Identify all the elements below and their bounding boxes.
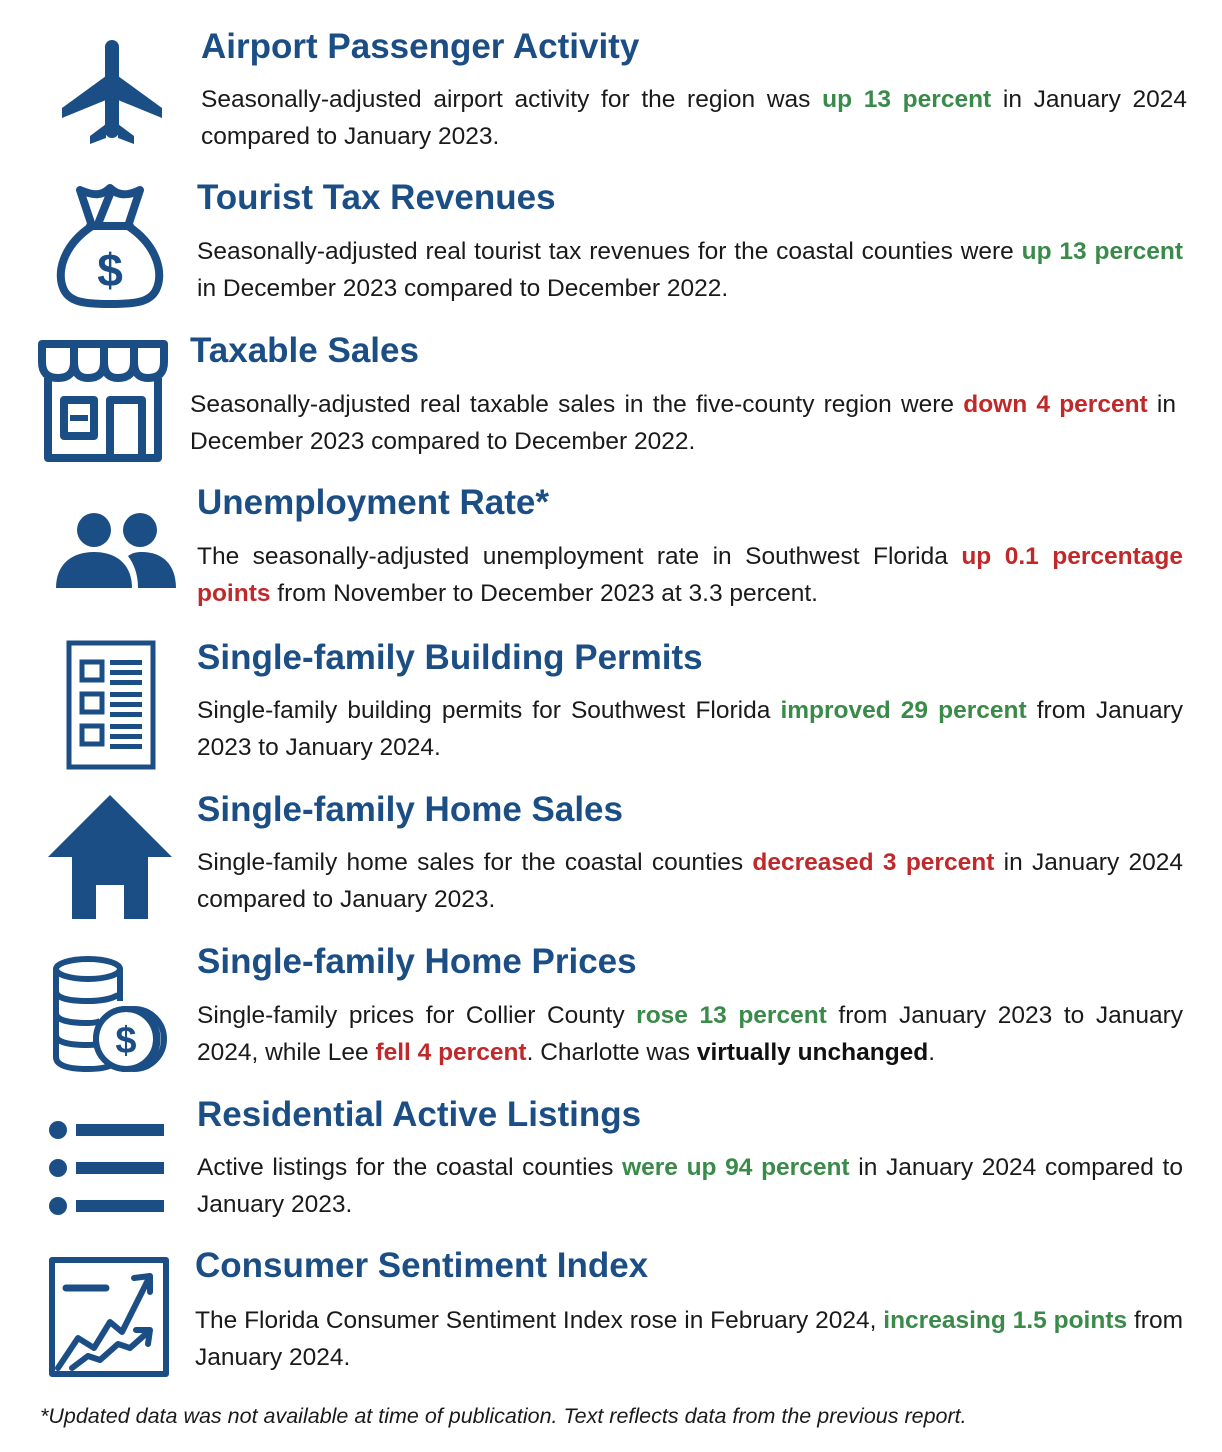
section-title: Taxable Sales <box>190 331 419 370</box>
highlight-increase: up 13 percent <box>1021 238 1183 265</box>
text-run: Single-family prices for Collier County <box>197 1002 637 1029</box>
section-title: Single-family Home Sales <box>197 790 623 829</box>
section-text <box>197 538 1183 612</box>
coin-stack-icon <box>52 955 170 1075</box>
text-run: in January 2024 compared to January 2023. <box>201 86 1188 150</box>
svg-text:$: $ <box>97 244 123 296</box>
section-title: Airport Passenger Activity <box>201 27 640 66</box>
text-run: . <box>928 1039 936 1066</box>
section-title: Residential Active Listings <box>197 1095 642 1134</box>
section-text <box>197 233 1183 307</box>
text-run: Seasonally-adjusted real taxable sales in the five-county region were <box>190 391 964 418</box>
footnote: *Updated data was not available at time of publication. Text reflects data from the previous report. <box>40 1404 967 1428</box>
text-run: from January 2024. <box>195 1307 1183 1371</box>
text-run: from January 2023 to January 2024, while Lee <box>197 1002 1183 1066</box>
svg-text:$: $ <box>115 1020 137 1062</box>
highlight-decrease: decreased 3 percent <box>752 849 995 876</box>
highlight-decrease: fell 4 percent <box>375 1039 527 1066</box>
highlight-increase: rose 13 percent <box>636 1002 827 1029</box>
section-title: Single-family Home Prices <box>197 942 637 981</box>
text-run: Active listings for the coastal counties <box>197 1154 623 1181</box>
text-run: The seasonally-adjusted unemployment rate in Southwest Florida <box>197 543 962 570</box>
house-icon <box>48 795 172 921</box>
text-run: in January 2024 compared to January 2023. <box>197 849 1184 913</box>
section-title: Single-family Building Permits <box>197 638 703 677</box>
highlight-increase: were up 94 percent <box>622 1154 850 1181</box>
text-run: in December 2023 compared to December 2022. <box>190 391 1176 455</box>
highlight-decrease: down 4 percent <box>963 391 1148 418</box>
highlight-increase: up 13 percent <box>822 86 992 113</box>
highlight-decrease: up 0.1 percentage points <box>197 543 1183 607</box>
text-run: in January 2024 compared to January 2023. <box>197 1154 1183 1218</box>
section-text <box>197 844 1183 918</box>
people-icon <box>56 512 178 592</box>
text-run: The Florida Consumer Sentiment Index rose in February 2024, <box>195 1307 884 1334</box>
text-run: Seasonally-adjusted airport activity for the region was <box>201 86 823 113</box>
checklist-document-icon <box>66 640 156 770</box>
money-bag-icon <box>54 182 166 308</box>
section-title: Tourist Tax Revenues <box>197 178 556 217</box>
text-run: Single-family building permits for Southwest Florida <box>197 697 781 724</box>
section-text <box>197 997 1183 1071</box>
airplane-icon <box>60 38 164 146</box>
text-run: Single-family home sales for the coastal counties <box>197 849 753 876</box>
section-title: Consumer Sentiment Index <box>195 1246 649 1285</box>
section-text <box>195 1302 1183 1376</box>
highlight-increase: increasing 1.5 points <box>883 1307 1128 1334</box>
highlight-increase: improved 29 percent <box>780 697 1027 724</box>
bullet-list-icon <box>48 1118 166 1218</box>
section-title: Unemployment Rate* <box>197 483 550 522</box>
text-run: in December 2023 compared to December 2022. <box>197 275 729 302</box>
text-run: from November to December 2023 at 3.3 percent. <box>270 580 818 607</box>
text-run: Seasonally-adjusted real tourist tax revenues for the coastal counties were <box>197 238 1022 265</box>
trend-chart-icon <box>48 1256 170 1378</box>
storefront-icon <box>38 340 168 462</box>
section-text <box>197 1149 1183 1223</box>
highlight-emphasis: virtually unchanged <box>696 1039 929 1066</box>
section-text <box>190 386 1176 460</box>
section-text <box>201 81 1187 155</box>
text-run: from January 2023 to January 2024. <box>197 697 1183 761</box>
text-run: . Charlotte was <box>526 1039 697 1066</box>
section-text <box>197 692 1183 766</box>
